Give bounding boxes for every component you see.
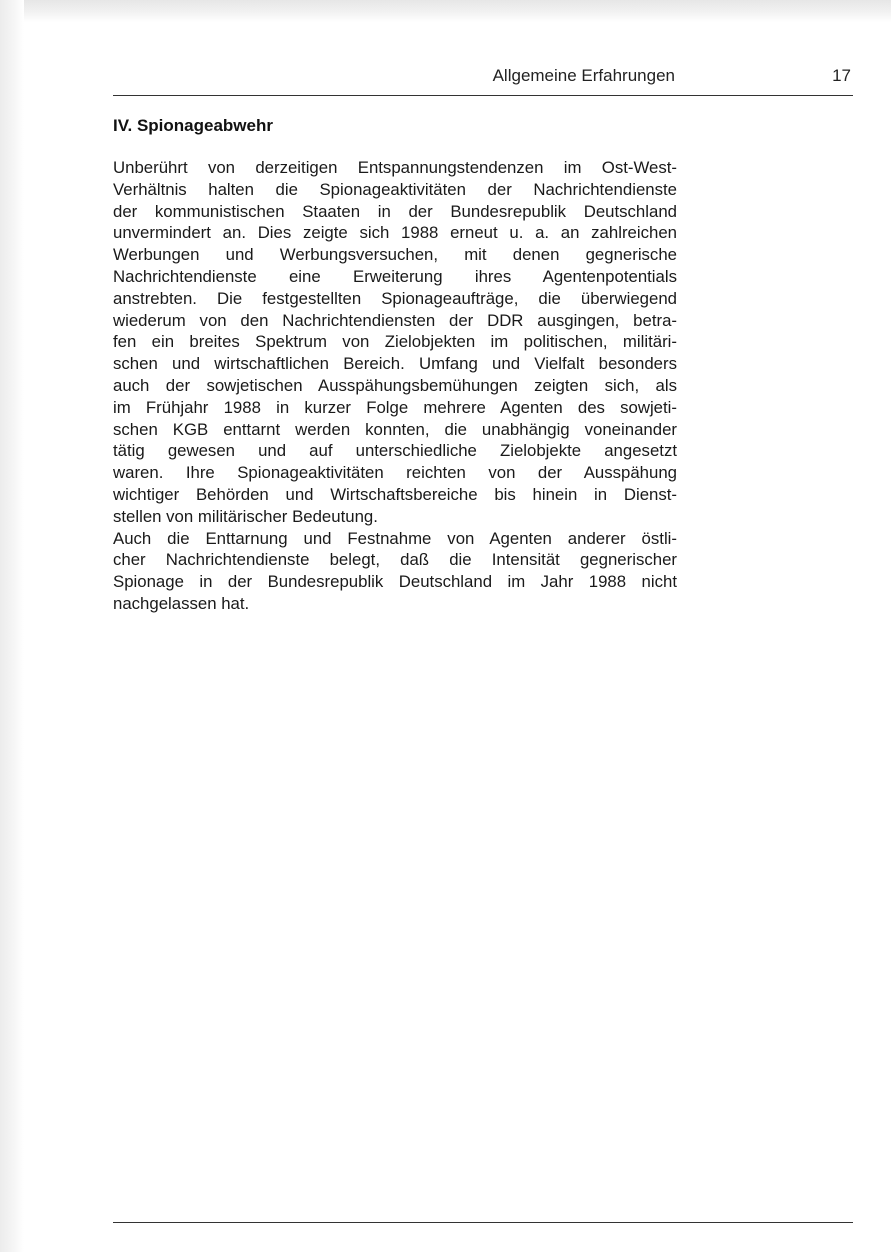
text-line: wiederum von den Nachrichtendiensten der DDR ausgingen, betra-: [113, 310, 677, 330]
text-line: schen und wirtschaftlichen Bereich. Umfang und Vielfalt besonders: [113, 354, 677, 374]
text-line: cher Nachrichtendienste belegt, daß die Intensität gegnerischer: [113, 550, 677, 570]
footer-rule: [113, 1222, 853, 1223]
text-line: auch der sowjetischen Ausspähungsbemühungen zeigten sich, als: [113, 375, 677, 395]
text-line: Werbungen und Werbungsversuchen, mit denen gegnerische: [113, 245, 677, 265]
text-line: im Frühjahr 1988 in kurzer Folge mehrere Agenten des sowjeti-: [113, 397, 677, 417]
text-line: unvermindert an. Dies zeigte sich 1988 erneut u. a. an zahlreichen: [113, 223, 677, 243]
text-line: tätig gewesen und auf unterschiedliche Zielobjekte angesetzt: [113, 441, 677, 461]
header-rule: [113, 95, 853, 96]
page-number: 17: [832, 66, 851, 85]
text-line: anstrebten. Die festgestellten Spionageaufträge, die überwiegend: [113, 288, 677, 308]
text-line: nachgelassen hat.: [113, 593, 250, 613]
text-line: waren. Ihre Spionageaktivitäten reichten von der Ausspähung: [113, 463, 677, 483]
text-line: der kommunistischen Staaten in der Bundesrepublik Deutschland: [113, 201, 677, 221]
text-line: Spionage in der Bundesrepublik Deutschland im Jahr 1988 nicht: [113, 572, 677, 592]
body-text: [113, 157, 677, 615]
scan-shadow-left: [0, 0, 24, 1252]
text-line: fen ein breites Spektrum von Zielobjekten im politischen, militäri-: [113, 332, 677, 352]
text-line: Auch die Enttarnung und Festnahme von Agenten anderer östli-: [113, 528, 677, 548]
running-title: Allgemeine Erfahrungen: [492, 66, 675, 85]
scan-shadow-top: [0, 0, 891, 22]
text-line: Unberührt von derzeitigen Entspannungstendenzen im Ost-West-: [113, 158, 677, 177]
text-line: schen KGB enttarnt werden konnten, die unabhängig voneinander: [113, 419, 677, 439]
running-header: [113, 66, 853, 90]
text-line: Nachrichtendienste eine Erweiterung ihres Agentenpotentials: [113, 266, 677, 286]
text-line: wichtiger Behörden und Wirtschaftsbereiche bis hinein in Dienst-: [113, 484, 677, 504]
section-heading: IV. Spionageabwehr: [113, 116, 273, 135]
text-line: stellen von militärischer Bedeutung.: [113, 506, 378, 526]
text-line: Verhältnis halten die Spionageaktivitäten der Nachrichtendienste: [113, 179, 677, 199]
